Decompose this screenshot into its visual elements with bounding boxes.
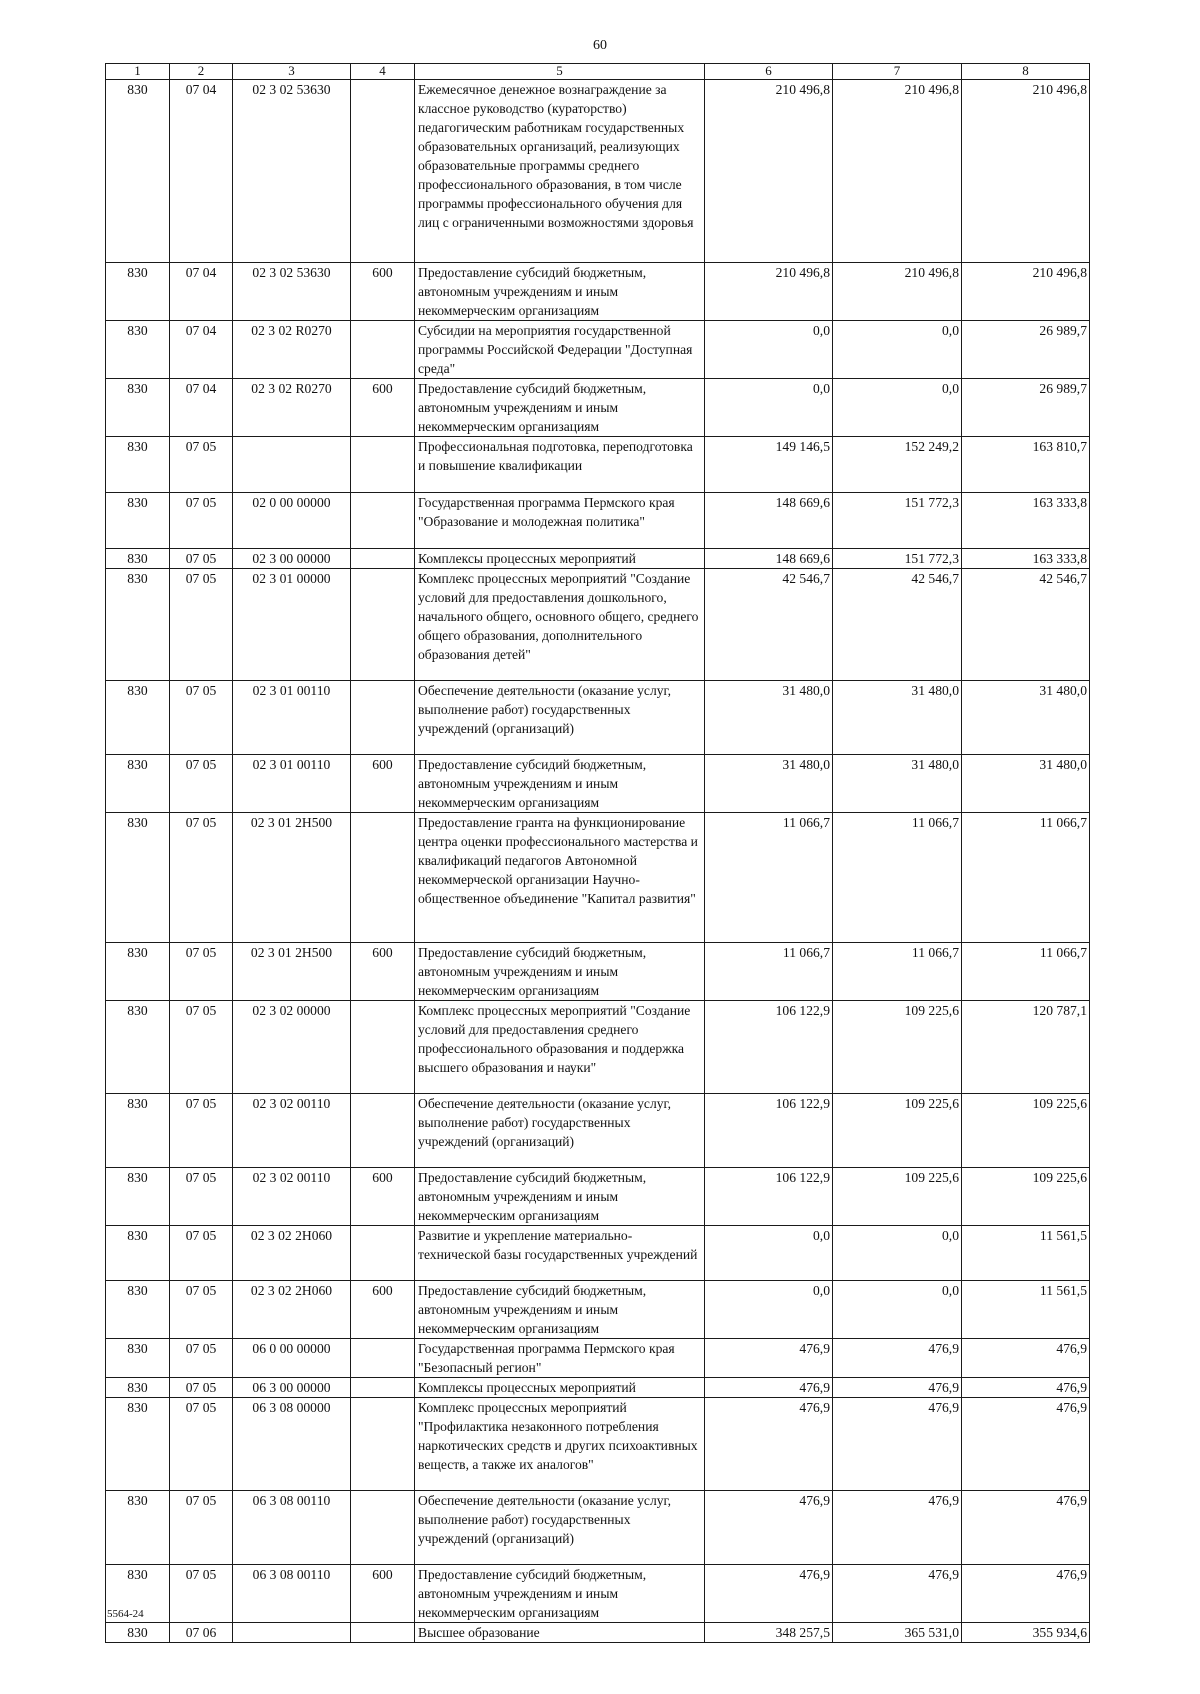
cell-amount-year1: 42 546,7 xyxy=(705,569,833,681)
table-row xyxy=(106,569,1090,681)
cell-expense-type xyxy=(351,681,415,755)
cell-name: Предоставление субсидий бюджетным, автономным учреждениям и иным некоммерческим организациям xyxy=(415,263,705,321)
cell-section-code: 07 05 xyxy=(170,1281,233,1339)
cell-amount-year2: 476,9 xyxy=(833,1491,962,1565)
cell-admin-code: 830 xyxy=(106,80,170,263)
cell-name: Предоставление субсидий бюджетным, автономным учреждениям и иным некоммерческим организациям xyxy=(415,1281,705,1339)
cell-amount-year2: 0,0 xyxy=(833,1226,962,1281)
cell-amount-year1: 106 122,9 xyxy=(705,1094,833,1168)
cell-expense-type xyxy=(351,1378,415,1398)
cell-admin-code: 830 xyxy=(106,755,170,813)
table-row xyxy=(106,80,1090,263)
cell-expense-type xyxy=(351,549,415,569)
cell-amount-year3: 26 989,7 xyxy=(962,321,1090,379)
cell-section-code: 07 05 xyxy=(170,943,233,1001)
cell-name: Предоставление субсидий бюджетным, автономным учреждениям и иным некоммерческим организациям xyxy=(415,1168,705,1226)
cell-expense-type xyxy=(351,80,415,263)
cell-name: Предоставление субсидий бюджетным, автономным учреждениям и иным некоммерческим организациям xyxy=(415,755,705,813)
cell-section-code: 07 05 xyxy=(170,755,233,813)
cell-expense-type: 600 xyxy=(351,943,415,1001)
cell-target-article: 02 3 02 00110 xyxy=(233,1094,351,1168)
table-row xyxy=(106,1168,1090,1226)
cell-amount-year2: 476,9 xyxy=(833,1398,962,1491)
cell-amount-year3: 163 333,8 xyxy=(962,549,1090,569)
cell-target-article: 02 3 02 2H060 xyxy=(233,1226,351,1281)
cell-section-code: 07 05 xyxy=(170,493,233,549)
cell-admin-code: 830 xyxy=(106,1565,170,1623)
cell-expense-type xyxy=(351,1398,415,1491)
table-row xyxy=(106,493,1090,549)
cell-target-article: 06 3 08 00110 xyxy=(233,1565,351,1623)
cell-target-article: 02 0 00 00000 xyxy=(233,493,351,549)
cell-expense-type: 600 xyxy=(351,755,415,813)
cell-amount-year2: 152 249,2 xyxy=(833,437,962,493)
cell-amount-year2: 210 496,8 xyxy=(833,80,962,263)
cell-amount-year2: 11 066,7 xyxy=(833,813,962,943)
table-row xyxy=(106,1565,1090,1623)
cell-amount-year2: 151 772,3 xyxy=(833,493,962,549)
cell-section-code: 07 05 xyxy=(170,1094,233,1168)
cell-amount-year3: 163 333,8 xyxy=(962,493,1090,549)
cell-admin-code: 830 xyxy=(106,437,170,493)
cell-target-article: 02 3 00 00000 xyxy=(233,549,351,569)
table-row xyxy=(106,1339,1090,1378)
cell-target-article: 06 3 00 00000 xyxy=(233,1378,351,1398)
cell-expense-type xyxy=(351,813,415,943)
cell-name: Комплекс процессных мероприятий "Создание условий для предоставления среднего профессионального образования и поддержка высшего образования и науки" xyxy=(415,1001,705,1094)
cell-admin-code: 830 xyxy=(106,549,170,569)
cell-section-code: 07 05 xyxy=(170,549,233,569)
cell-expense-type xyxy=(351,1001,415,1094)
cell-target-article: 02 3 02 53630 xyxy=(233,80,351,263)
cell-amount-year2: 31 480,0 xyxy=(833,681,962,755)
cell-name: Предоставление субсидий бюджетным, автономным учреждениям и иным некоммерческим организациям xyxy=(415,379,705,437)
cell-amount-year3: 31 480,0 xyxy=(962,681,1090,755)
cell-amount-year1: 210 496,8 xyxy=(705,263,833,321)
cell-target-article xyxy=(233,1623,351,1643)
cell-amount-year2: 476,9 xyxy=(833,1339,962,1378)
cell-section-code: 07 05 xyxy=(170,1001,233,1094)
cell-section-code: 07 04 xyxy=(170,379,233,437)
table-body xyxy=(106,80,1090,1643)
cell-target-article: 06 3 08 00110 xyxy=(233,1491,351,1565)
cell-admin-code: 830 xyxy=(106,1339,170,1378)
cell-amount-year2: 476,9 xyxy=(833,1378,962,1398)
cell-amount-year2: 476,9 xyxy=(833,1565,962,1623)
cell-amount-year1: 0,0 xyxy=(705,321,833,379)
table-row xyxy=(106,1491,1090,1565)
cell-admin-code: 830 xyxy=(106,1623,170,1643)
cell-section-code: 07 05 xyxy=(170,569,233,681)
cell-admin-code: 830 xyxy=(106,1491,170,1565)
cell-name: Комплекс процессных мероприятий "Профилактика незаконного потребления наркотических средств и других психоактивных веществ, а также их аналогов" xyxy=(415,1398,705,1491)
cell-admin-code: 830 xyxy=(106,1168,170,1226)
header-col-5: 5 xyxy=(415,64,705,80)
cell-name: Развитие и укрепление материально-технической базы государственных учреждений xyxy=(415,1226,705,1281)
cell-amount-year3: 109 225,6 xyxy=(962,1094,1090,1168)
cell-target-article: 02 3 01 00110 xyxy=(233,755,351,813)
cell-amount-year3: 210 496,8 xyxy=(962,80,1090,263)
table-row xyxy=(106,943,1090,1001)
cell-admin-code: 830 xyxy=(106,1226,170,1281)
cell-section-code: 07 04 xyxy=(170,263,233,321)
table-row xyxy=(106,755,1090,813)
cell-admin-code: 830 xyxy=(106,1398,170,1491)
cell-amount-year2: 109 225,6 xyxy=(833,1168,962,1226)
table-row xyxy=(106,1226,1090,1281)
cell-amount-year2: 11 066,7 xyxy=(833,943,962,1001)
cell-amount-year1: 476,9 xyxy=(705,1378,833,1398)
cell-target-article: 02 3 02 R0270 xyxy=(233,379,351,437)
cell-admin-code: 830 xyxy=(106,569,170,681)
cell-amount-year1: 476,9 xyxy=(705,1565,833,1623)
cell-amount-year1: 31 480,0 xyxy=(705,755,833,813)
cell-amount-year3: 476,9 xyxy=(962,1491,1090,1565)
cell-admin-code: 830 xyxy=(106,493,170,549)
cell-amount-year3: 476,9 xyxy=(962,1339,1090,1378)
cell-amount-year1: 31 480,0 xyxy=(705,681,833,755)
cell-amount-year2: 109 225,6 xyxy=(833,1001,962,1094)
cell-amount-year2: 109 225,6 xyxy=(833,1094,962,1168)
cell-expense-type xyxy=(351,321,415,379)
cell-expense-type: 600 xyxy=(351,379,415,437)
table-row xyxy=(106,437,1090,493)
cell-name: Комплексы процессных мероприятий xyxy=(415,1378,705,1398)
cell-expense-type xyxy=(351,1094,415,1168)
cell-target-article: 02 3 01 2H500 xyxy=(233,813,351,943)
cell-amount-year1: 106 122,9 xyxy=(705,1168,833,1226)
cell-name: Ежемесячное денежное вознаграждение за классное руководство (кураторство) педагогическим работникам государственных образовательных организаций, реализующих образовательные программы среднего профессионального образования, в том числе программы профессионального обучения для лиц с ограниченными возможностями здоровья xyxy=(415,80,705,263)
cell-name: Комплекс процессных мероприятий "Создание условий для предоставления дошкольного, начального общего, основного общего, среднего общего образования, дополнительного образования детей" xyxy=(415,569,705,681)
header-row xyxy=(106,64,1090,80)
cell-amount-year1: 348 257,5 xyxy=(705,1623,833,1643)
cell-name: Государственная программа Пермского края "Безопасный регион" xyxy=(415,1339,705,1378)
cell-target-article: 02 3 01 2H500 xyxy=(233,943,351,1001)
cell-amount-year1: 149 146,5 xyxy=(705,437,833,493)
cell-name: Государственная программа Пермского края "Образование и молодежная политика" xyxy=(415,493,705,549)
table-row xyxy=(106,549,1090,569)
cell-name: Профессиональная подготовка, переподготовка и повышение квалификации xyxy=(415,437,705,493)
cell-admin-code: 830 xyxy=(106,681,170,755)
cell-amount-year3: 476,9 xyxy=(962,1565,1090,1623)
budget-table xyxy=(105,63,1090,1643)
header-col-6: 6 xyxy=(705,64,833,80)
table-row xyxy=(106,1094,1090,1168)
cell-target-article: 02 3 02 2H060 xyxy=(233,1281,351,1339)
cell-target-article: 06 3 08 00000 xyxy=(233,1398,351,1491)
cell-amount-year1: 210 496,8 xyxy=(705,80,833,263)
cell-expense-type xyxy=(351,493,415,549)
table-row xyxy=(106,1281,1090,1339)
cell-admin-code: 830 xyxy=(106,263,170,321)
cell-amount-year3: 31 480,0 xyxy=(962,755,1090,813)
cell-target-article: 02 3 02 00000 xyxy=(233,1001,351,1094)
table-row xyxy=(106,1001,1090,1094)
cell-amount-year2: 0,0 xyxy=(833,1281,962,1339)
cell-amount-year1: 0,0 xyxy=(705,379,833,437)
header-col-4: 4 xyxy=(351,64,415,80)
cell-amount-year1: 0,0 xyxy=(705,1226,833,1281)
cell-expense-type: 600 xyxy=(351,1281,415,1339)
cell-admin-code: 830 xyxy=(106,321,170,379)
cell-name: Комплексы процессных мероприятий xyxy=(415,549,705,569)
table-row xyxy=(106,1623,1090,1643)
cell-expense-type xyxy=(351,1339,415,1378)
cell-admin-code: 830 xyxy=(106,379,170,437)
cell-expense-type xyxy=(351,1226,415,1281)
cell-admin-code: 830 xyxy=(106,1281,170,1339)
cell-amount-year3: 11 561,5 xyxy=(962,1281,1090,1339)
cell-amount-year3: 120 787,1 xyxy=(962,1001,1090,1094)
cell-section-code: 07 05 xyxy=(170,1378,233,1398)
cell-expense-type: 600 xyxy=(351,263,415,321)
cell-expense-type: 600 xyxy=(351,1565,415,1623)
cell-amount-year1: 148 669,6 xyxy=(705,549,833,569)
cell-expense-type xyxy=(351,569,415,681)
cell-name: Обеспечение деятельности (оказание услуг, выполнение работ) государственных учреждений (организаций) xyxy=(415,1094,705,1168)
cell-name: Обеспечение деятельности (оказание услуг, выполнение работ) государственных учреждений (организаций) xyxy=(415,681,705,755)
cell-amount-year3: 109 225,6 xyxy=(962,1168,1090,1226)
header-col-8: 8 xyxy=(962,64,1090,80)
cell-amount-year2: 31 480,0 xyxy=(833,755,962,813)
cell-amount-year2: 0,0 xyxy=(833,321,962,379)
table-row xyxy=(106,321,1090,379)
cell-amount-year1: 476,9 xyxy=(705,1491,833,1565)
cell-expense-type: 600 xyxy=(351,1168,415,1226)
cell-target-article xyxy=(233,437,351,493)
cell-amount-year1: 106 122,9 xyxy=(705,1001,833,1094)
cell-amount-year1: 11 066,7 xyxy=(705,943,833,1001)
cell-name: Обеспечение деятельности (оказание услуг, выполнение работ) государственных учреждений (организаций) xyxy=(415,1491,705,1565)
cell-section-code: 07 04 xyxy=(170,80,233,263)
cell-amount-year3: 163 810,7 xyxy=(962,437,1090,493)
cell-section-code: 07 05 xyxy=(170,1339,233,1378)
cell-amount-year2: 210 496,8 xyxy=(833,263,962,321)
cell-admin-code: 830 xyxy=(106,943,170,1001)
table-row xyxy=(106,263,1090,321)
cell-section-code: 07 05 xyxy=(170,1226,233,1281)
cell-amount-year3: 476,9 xyxy=(962,1378,1090,1398)
cell-expense-type xyxy=(351,1623,415,1643)
page-number: 60 xyxy=(593,38,607,53)
cell-admin-code: 830 xyxy=(106,1001,170,1094)
document-code: 5564-24 xyxy=(107,1608,144,1620)
cell-amount-year1: 148 669,6 xyxy=(705,493,833,549)
cell-admin-code: 830 xyxy=(106,1094,170,1168)
cell-name: Предоставление субсидий бюджетным, автономным учреждениям и иным некоммерческим организациям xyxy=(415,943,705,1001)
cell-section-code: 07 05 xyxy=(170,1565,233,1623)
header-col-3: 3 xyxy=(233,64,351,80)
cell-name: Субсидии на мероприятия государственной программы Российской Федерации "Доступная среда" xyxy=(415,321,705,379)
cell-amount-year2: 42 546,7 xyxy=(833,569,962,681)
cell-amount-year3: 476,9 xyxy=(962,1398,1090,1491)
cell-target-article: 02 3 02 00110 xyxy=(233,1168,351,1226)
cell-amount-year1: 11 066,7 xyxy=(705,813,833,943)
cell-section-code: 07 04 xyxy=(170,321,233,379)
cell-target-article: 02 3 02 53630 xyxy=(233,263,351,321)
cell-name: Предоставление гранта на функционирование центра оценки профессионального мастерства и квалификаций педагогов Автономной некоммерческой организации Научно-общественное объединение "Капитал развития" xyxy=(415,813,705,943)
header-col-7: 7 xyxy=(833,64,962,80)
cell-section-code: 07 05 xyxy=(170,1168,233,1226)
cell-amount-year3: 11 561,5 xyxy=(962,1226,1090,1281)
table-row xyxy=(106,813,1090,943)
cell-admin-code: 830 xyxy=(106,813,170,943)
header-col-2: 2 xyxy=(170,64,233,80)
cell-amount-year1: 0,0 xyxy=(705,1281,833,1339)
table-row xyxy=(106,1378,1090,1398)
cell-name: Предоставление субсидий бюджетным, автономным учреждениям и иным некоммерческим организациям xyxy=(415,1565,705,1623)
cell-section-code: 07 05 xyxy=(170,437,233,493)
cell-admin-code: 830 xyxy=(106,1378,170,1398)
table-row xyxy=(106,1398,1090,1491)
cell-amount-year3: 42 546,7 xyxy=(962,569,1090,681)
cell-amount-year3: 11 066,7 xyxy=(962,943,1090,1001)
table-row xyxy=(106,379,1090,437)
cell-target-article: 02 3 02 R0270 xyxy=(233,321,351,379)
cell-section-code: 07 05 xyxy=(170,813,233,943)
cell-amount-year1: 476,9 xyxy=(705,1339,833,1378)
cell-target-article: 02 3 01 00000 xyxy=(233,569,351,681)
cell-section-code: 07 05 xyxy=(170,1491,233,1565)
cell-amount-year3: 210 496,8 xyxy=(962,263,1090,321)
cell-amount-year2: 151 772,3 xyxy=(833,549,962,569)
table-row xyxy=(106,681,1090,755)
cell-amount-year3: 26 989,7 xyxy=(962,379,1090,437)
cell-name: Высшее образование xyxy=(415,1623,705,1643)
header-col-1: 1 xyxy=(106,64,170,80)
cell-section-code: 07 05 xyxy=(170,681,233,755)
cell-amount-year3: 11 066,7 xyxy=(962,813,1090,943)
cell-expense-type xyxy=(351,437,415,493)
cell-section-code: 07 05 xyxy=(170,1398,233,1491)
cell-amount-year2: 0,0 xyxy=(833,379,962,437)
cell-target-article: 02 3 01 00110 xyxy=(233,681,351,755)
cell-amount-year2: 365 531,0 xyxy=(833,1623,962,1643)
cell-target-article: 06 0 00 00000 xyxy=(233,1339,351,1378)
cell-section-code: 07 06 xyxy=(170,1623,233,1643)
cell-amount-year3: 355 934,6 xyxy=(962,1623,1090,1643)
cell-amount-year1: 476,9 xyxy=(705,1398,833,1491)
cell-expense-type xyxy=(351,1491,415,1565)
